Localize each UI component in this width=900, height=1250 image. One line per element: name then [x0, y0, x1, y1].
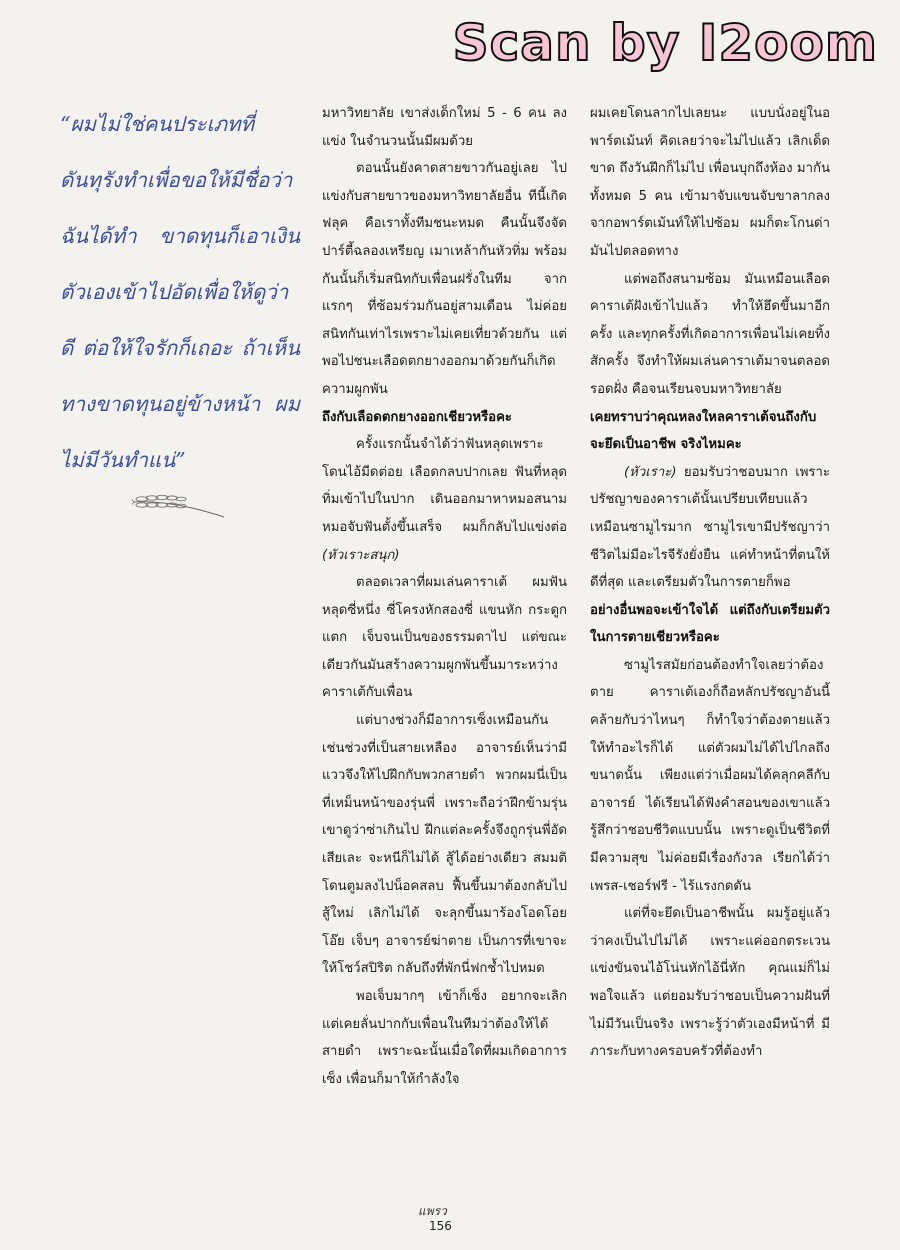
page-number: 156 [429, 1219, 452, 1233]
magazine-logo: แพรว [418, 1204, 447, 1218]
scan-watermark: Scan by I2oom [452, 14, 878, 72]
paragraph: แต่พอถึงสนามซ้อม มันเหมือนเลือดคาราเต้ฝังเข้าไปแล้ว ทำให้ฮึดขึ้นมาอีกครั้ง และทุกครั้งที่เกิดอาการเพื่อนไม่เคยทิ้งสักครั้ง จึงทำให้ผมเล่นคาราเต้มาจนตลอดรอดฝั่ง คือจนเรียนจบมหาวิทยาลัย [590, 271, 830, 397]
paragraph: มหาวิทยาลัย เขาส่งเด็กใหม่ 5 - 6 คน ลงแข่ง ในจำนวนนั้นมีผมด้วย [322, 106, 567, 149]
pull-quote: “ผมไม่ใช่คนประเภทที่ดันทุรังทำเพื่อขอให้มีชื่อว่าฉันได้ทำ ขาดทุนก็เอาเงินตัวเองเข้าไปอัดเพื่อให้ดูว่าดี ต่อให้ใจรักก็เถอะ ถ้าเห็นทางขาดทุนอยู่ข้างหน้า ผมไม่มีวันทำแน่” [60, 112, 300, 472]
paragraph: ตอนนั้นยังคาดสายขาวกันอยู่เลย ไปแข่งกับสายขาวของมหาวิทยาลัยอื่น ทีนี้เกิดฟลุค คือเราทั้งทีมชนะหมด คืนนั้นจึงจัดปาร์ตี้ฉลองเหรียญ เมาเหล้ากันหัวทิ่ม พร้อมกันนั้นก็เริ่มสนิทกับเพื่อนฝรั่งในทีม จากแรกๆ ที่ซ้อมร่วมกันอยู่สามเดือน ไม่ค่อยสนิทกันเท่าไรเพราะไม่เคยเที่ยวด้วยกัน แต่พอไปชนะเลือดตกยางออกมาด้วยกันก็เกิดความผูกพัน [322, 161, 567, 397]
question-heading: ถึงกับเลือดตกยางออกเชียวหรือคะ [322, 409, 512, 425]
paragraph: ซามูไรสมัยก่อนต้องทำใจเลยว่าต้องตาย คาราเต้เองก็ถือหลักปรัชญาอันนี้ คล้ายกับว่าไหนๆ ก็ทำใจว่าต้องตายแล้ว ให้ทำอะไรก็ได้ แต่ตัวผมไม่ได้ไปไกลถึงขนาดนั้น เพียงแต่ว่าเมื่อผมได้คลุกคลีกับอาจารย์ ได้เรียนได้ฟังคำสอนของเขาแล้วรู้สึกว่าชอบชีวิตแบบนั้น เพราะดูเป็นชีวิตที่มีความสุข ไม่ค่อยมีเรื่องกังวล เรียกได้ว่าเพรส-เชอร์ฟรี - ไร้แรงกดดัน [590, 657, 830, 894]
paragraph-text: ครั้งแรกนั้นจำได้ว่าฟันหลุดเพราะโดนไอ้มีดต่อย เลือดกลบปากเลย ฟันที่หลุดทิ่มเข้าไปในปาก เดินออกมาหาหมอสนาม หมอจับฟันตั้งขึ้นเสร็จ ผมก็กลับไปแข่งต่อ [322, 437, 567, 535]
paragraph: แต่ที่จะยึดเป็นอาชีพนั้น ผมรู้อยู่แล้วว่าคงเป็นไปไม่ได้ เพราะแค่ออกตระเวนแข่งขันจนไอ้โน่นหักไอ้นี่หัก คุณแม่ก็ไม่พอใจแล้ว แต่ยอมรับว่าชอบเป็นความฝันที่ไม่มีวันเป็นจริง เพราะรู้ว่าตัวเองมีหน้าที่ มีภาระกับทางครอบครัวที่ต้องทำ [590, 906, 830, 1060]
laugh-aside: (หัวเราะ) [624, 464, 677, 480]
paragraph: พอเจ็บมากๆ เข้าก็เซ็ง อยากจะเลิก แต่เคยลั่นปากกับเพื่อนในทีมว่าต้องให้ได้สายดำ เพราะฉะนั้นเมื่อใดที่ผมเกิดอาการเซ็ง เพื่อนก็มาให้กำลังใจ [322, 989, 567, 1087]
question-heading: อย่างอื่นพอจะเข้าใจได้ แต่ถึงกับเตรียมตัวในการตายเชียวหรือคะ [590, 602, 830, 646]
article-column-1 [322, 100, 567, 1093]
paragraph: ตลอดเวลาที่ผมเล่นคาราเต้ ผมฟันหลุดซี่หนึ่ง ซี่โครงหักสองซี่ แขนหัก กระดูกแตก เจ็บจนเป็นของธรรมดาไป แต่ขณะเดียวกันมันสร้างความผูกพันขึ้นมาระหว่างคาราเต้กับเพื่อน [322, 575, 567, 701]
paragraph: ผมเคยโดนลากไปเลยนะ แบบนั่งอยู่ในอพาร์ตเม้นท์ คิดเลยว่าจะไม่ไปแล้ว เลิกเด็ดขาด ถึงวันฝึกก็ไม่ไป เพื่อนบุกถึงห้อง มากันทั้งหมด 5 คน เข้ามาจับแขนจับขาลากลงจากอพาร์ตเม้นท์ให้ไปซ้อม ผมก็ตะโกนด่ามันไปตลอดทาง [590, 106, 830, 259]
paragraph-text: ยอมรับว่าชอบมาก เพราะปรัชญาของคาราเต้นั้นเปรียบเทียบแล้วเหมือนซามูไรมาก ซามูไรเขามีปรัชญาว่า ชีวิตไม่มีอะไรจีรังยั่งยืน แค่ทำหน้าที่ตนให้ดีที่สุด และเตรียมตัวในการตายก็พอ [590, 464, 830, 591]
laugh-aside: (หัวเราะสนุก) [322, 547, 400, 563]
wheat-ornament-icon [132, 490, 228, 520]
paragraph: แต่บางช่วงก็มีอาการเซ็งเหมือนกัน เช่นช่วงที่เป็นสายเหลือง อาจารย์เห็นว่ามีแววจึงให้ไปฝึกกับพวกสายดำ พวกผมนี่เป็นที่เหม็นหน้าของรุ่นพี่ เพราะถือว่าฝึกข้ามรุ่น เขาดูว่าซ่าเกินไป ฝึกแต่ละครั้งจึงถูกรุ่นพี่อัดเสียเละ จะหนีก็ไม่ได้ สู้ได้อย่างเดียว สมมติโดนตูมลงไปน็อคสลบ ฟื้นขึ้นมาต้องกลับไปสู้ใหม่ เลิกไม่ได้ จะลุกขึ้นมาร้องโอดโอยโอ๊ย เจ็บๆ อาจารย์ฆ่าตาย เป็นการที่เขาจะให้โชว์สปิริต กลับถึงที่พักนี่ฟกช้ำไปหมด [322, 713, 567, 977]
article-column-2 [590, 100, 830, 1066]
paragraph [322, 431, 567, 569]
paragraph [590, 459, 830, 597]
question-heading: เคยทราบว่าคุณหลงใหลคาราเต้จนถึงกับจะยึดเป็นอาชีพ จริงไหมคะ [590, 409, 817, 453]
